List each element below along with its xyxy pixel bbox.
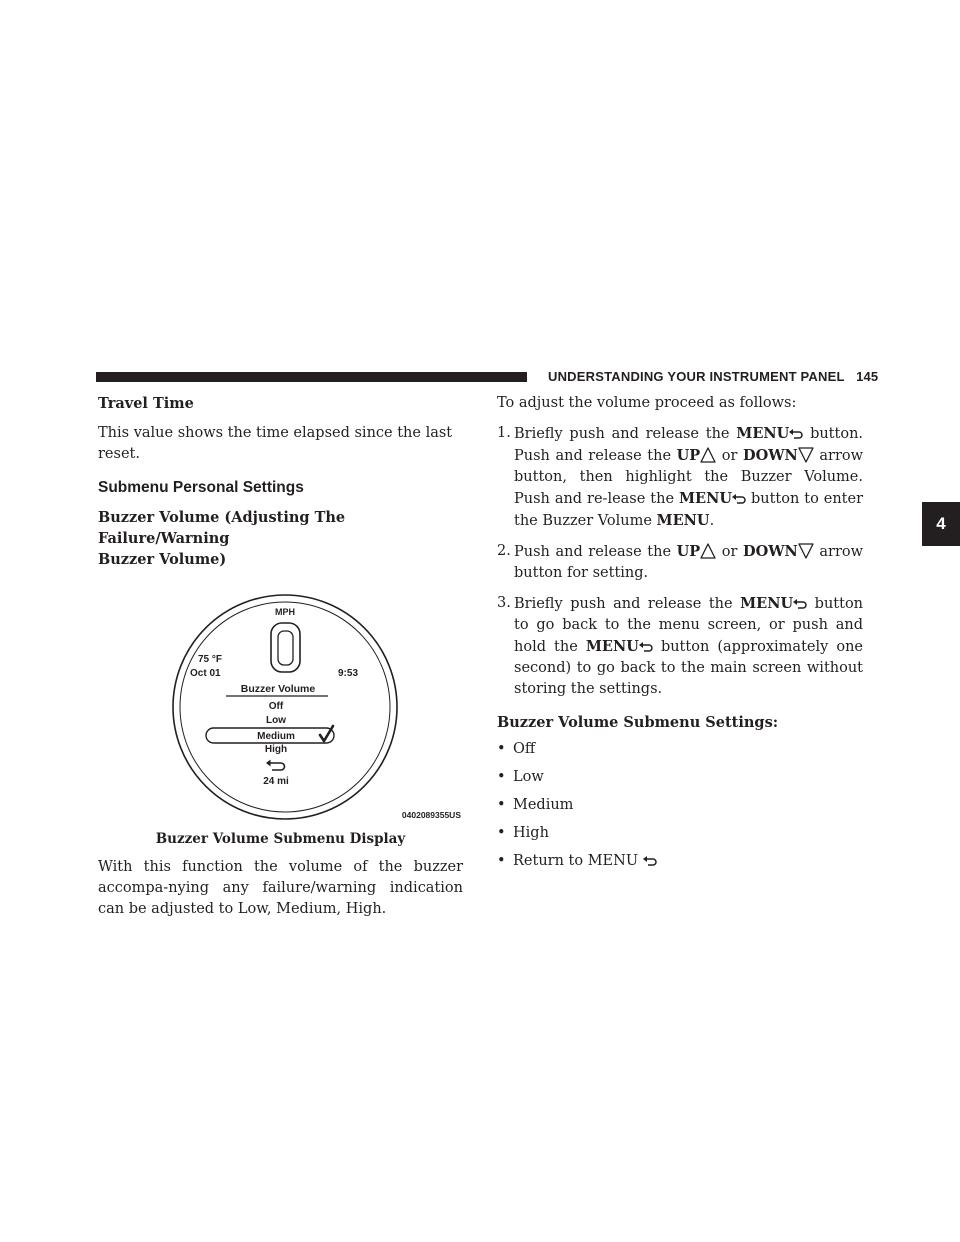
- option-medium: Medium: [257, 731, 295, 742]
- list-item: • Return to MENU: [497, 851, 863, 872]
- down-button-label: DOWN: [743, 543, 798, 560]
- list-item: • Medium: [497, 797, 574, 813]
- travel-time-heading: Travel Time: [98, 395, 194, 412]
- procedure-intro: To adjust the volume proceed as follows:: [497, 395, 797, 411]
- step-3-text-c: button (approximately one second) to go back to the main screen without storing the settings.: [514, 639, 864, 697]
- step-3-text-b: button to go back to the menu screen, or push and hold the: [514, 596, 864, 655]
- step-2-text-b: arrow button for setting.: [514, 544, 864, 581]
- menu-button-label: MENU: [740, 595, 794, 612]
- left-column: [98, 393, 463, 920]
- option-low: Low: [266, 715, 286, 726]
- step-1-text-d: button to enter the Buzzer Volume: [514, 491, 864, 529]
- step-3: [497, 593, 863, 700]
- header-title: UNDERSTANDING YOUR INSTRUMENT PANEL: [548, 369, 845, 384]
- up-button-label: UP: [676, 447, 701, 464]
- menu-button-label: MENU: [736, 425, 790, 442]
- step-1-text-b: button. Push and release the: [514, 426, 864, 464]
- list-item-text: Off: [513, 741, 536, 757]
- buzzer-volume-figure: [98, 592, 463, 832]
- units-label: MPH: [275, 607, 295, 617]
- menu-button-label: MENU: [585, 638, 639, 655]
- return-arrow-icon: [732, 494, 746, 506]
- return-arrow-icon: [789, 429, 803, 441]
- option-off: Off: [268, 701, 284, 712]
- buzzer-heading-line2: Buzzer Volume): [98, 551, 227, 568]
- step-1-text-a: Briefly push and release the: [514, 426, 730, 442]
- submenu-heading: Submenu Personal Settings: [98, 479, 304, 496]
- step-2-number: 2.: [497, 543, 511, 559]
- figure-code: 0402089355US: [401, 810, 461, 820]
- menu-button-label: MENU: [678, 490, 732, 507]
- gauge-capsule-inner: [278, 631, 293, 665]
- step-1-text-c: arrow button, then highlight the Buzzer Volume. Push and re-lease the: [514, 448, 864, 507]
- cluster-display-illustration: [168, 592, 448, 822]
- list-item-text: High: [513, 825, 549, 841]
- or-text: or: [721, 544, 738, 560]
- step-3-number: 3.: [497, 595, 511, 611]
- triangle-up-icon: [700, 447, 716, 463]
- chapter-tab: 4: [922, 502, 960, 546]
- right-column: [497, 393, 863, 872]
- buzzer-heading-line1: Buzzer Volume (Adjusting The Failure/Warning: [98, 509, 346, 547]
- buzzer-heading: [98, 507, 463, 570]
- step-2-text-a: Push and release the: [514, 544, 672, 560]
- return-arrow-icon: [793, 599, 807, 611]
- list-item: • High: [497, 825, 549, 841]
- list-item: • Low: [497, 769, 544, 785]
- header-rule: [96, 372, 527, 382]
- figure-caption: Buzzer Volume Submenu Display: [155, 831, 406, 847]
- triangle-down-icon: [798, 447, 814, 463]
- or-text: or: [721, 448, 738, 464]
- step-1-text-e: .: [709, 513, 715, 529]
- down-button-label: DOWN: [743, 447, 798, 464]
- buzzer-body: With this function the volume of the buzzer accompa-nying any failure/warning indication can be adjusted to Low, Medium, High.: [98, 859, 463, 917]
- running-header: [548, 369, 879, 384]
- up-button-label: UP: [676, 543, 701, 560]
- return-arrow-icon: [643, 856, 657, 868]
- list-item: • Off: [497, 741, 536, 757]
- step-1-number: 1.: [497, 425, 511, 441]
- page-number: 145: [856, 369, 879, 384]
- step-2: [497, 541, 863, 584]
- menu-title-label: Buzzer Volume: [240, 683, 316, 695]
- list-item-text: Medium: [513, 797, 574, 813]
- return-arrow-icon: [639, 642, 653, 654]
- option-high: High: [264, 744, 288, 755]
- date-label: Oct 01: [190, 668, 221, 679]
- menu-button-label: MENU: [656, 512, 710, 529]
- travel-time-body: This value shows the time elapsed since the last reset.: [98, 425, 453, 462]
- return-arrow-icon: [266, 760, 285, 771]
- step-3-text-a: Briefly push and release the: [514, 596, 733, 612]
- list-item-text: Return to MENU: [513, 853, 639, 869]
- step-1: [497, 423, 863, 532]
- settings-heading: Buzzer Volume Submenu Settings:: [497, 714, 779, 731]
- list-item-text: Low: [513, 769, 544, 785]
- distance-label: 24 mi: [263, 776, 289, 787]
- triangle-up-icon: [700, 543, 716, 559]
- triangle-down-icon: [798, 543, 814, 559]
- temperature-label: 75 °F: [198, 654, 223, 665]
- settings-list: [497, 739, 863, 872]
- time-label: 9:53: [338, 668, 359, 679]
